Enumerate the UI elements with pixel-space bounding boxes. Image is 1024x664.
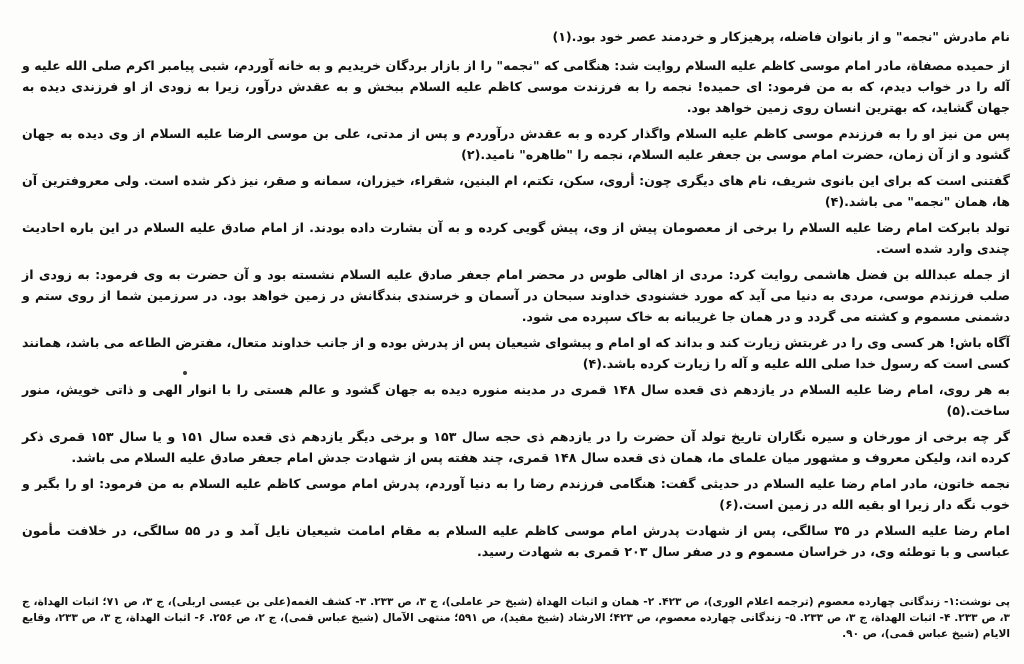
paragraph-hamideh-narration: از حمیده مصفاة، مادر امام موسی کاظم علیه السلام روایت شد: هنگامی که "نجمه" را از بازار بردگان خریدیم و به خانه آوردم، شبی پیامبر اکرم صلی الله علیه و آله را در خواب دیدم، که به من فرمود: ای حمیده! نجمه را به فرزندت موسی کاظم علیه السلام ببخش و به عقدش درآور، زیرا به زودی از او فرزندی دیده به جهان گشاید، که بهترین انسان روی زمین خواهد بود. — [22, 58, 1010, 115]
paragraph-marriage: پس من نیز او را به فرزندم موسی کاظم علیه السلام واگذار کرده و به عقدش درآوردم و پس از مدتی، علی بن موسی الرضا علیه السلام از وی دیده به جهان گشود و از آن زمان، حضرت امام موسی بن جعفر علیه السلام، نجمه را "طاهره" نامید.(۲) — [22, 126, 1010, 162]
paragraph-birth-foretold: تولد بابرکت امام رضا علیه السلام را برخی از معصومان پیش از وی، پیش گویی کرده و به آن بشارت داده بودند. از امام صادق علیه السلام در این باره احادیث چندی وارد شده است. — [22, 220, 1010, 256]
paragraph-mother-name: نام مادرش "نجمه" و از بانوان فاضله، پرهیزکار و خردمند عصر خود بود.(۱) — [552, 29, 1010, 44]
paragraph-pilgrimage: آگاه باش! هر کسی وی را در غربتش زیارت کند و بداند که او امام و پیشوای شیعیان پس از پدرش بوده و از جانب خداوند متعال، مفترض الطاعه می باشد، همانند کسی است که رسول خدا صلی الله علیه و آله را زیارت کرده باشد.(۴) — [22, 335, 1010, 371]
paragraph-date-variants: گر چه برخی از مورخان و سیره نگاران تاریخ تولد آن حضرت را در یازدهم ذی حجه سال ۱۵۳ و برخی دیگر یازدهم ذی قعده سال ۱۵۱ و یا سال ۱۵۳ قمری ذکر کرده اند، ولیکن معروف و مشهور میان علمای ما، همان ذی قعده سال ۱۴۸ قمری، چند هفته پس از شهادت جدش امام جعفر صادق علیه السلام می باشد. — [22, 429, 1010, 465]
paragraph-other-names: گفتنی است که برای این بانوی شریف، نام های دیگری چون: أروی، سکن، تکتم، ام البنین، شقراء، خیزران، سمانه و صقر، نیز ذکر شده است. ولی معروفترین آن ها، همان "نجمه" می باشد.(۴) — [22, 173, 1010, 209]
paragraph-imamate-martyrdom: امام رضا علیه السلام در ۳۵ سالگی، پس از شهادت پدرش امام موسی کاظم علیه السلام به مقام امامت شیعیان نایل آمد و در ۵۵ سالگی، در خلافت مأمون عباسی و با توطئه وی، در خراسان مسموم و در صفر سال ۲۰۳ قمری به شهادت رسید. — [22, 523, 1010, 559]
paragraph-najmeh-hadith: نجمه خاتون، مادر امام رضا علیه السلام در حدیثی گفت: هنگامی فرزندم رضا را به دنیا آوردم، پدرش امام موسی کاظم علیه السلام به من فرمود: او را بگیر و خوب نگه دار زیرا او بقیه الله در زمین است.(۶) — [22, 476, 1010, 512]
footnotes: پی نوشت:۱- زندگانی چهارده معصوم (ترجمه اعلام الوری)، ص ۴۲۳. ۲- همان و اثبات الهداة (شیخ حر عاملی)، ج ۳، ص ۲۳۳. ۳- کشف الغمه(علی بن عیسی اربلی)، ج ۳، ص ۷۱؛ اثبات الهداة، ج ۳، ص ۲۳۳. ۴- اثبات الهداة، ج ۳، ص ۲۳۳. ۵- زندگانی چهارده معصوم، ص ۴۲۳؛ الارشاد (شیخ مفید)، ص ۵۹۱؛ منتهی الآمال (شیخ عباس قمی)، ج ۲، ص ۲۵۶. ۶- اثبات الهداة، ج ۳، ص ۲۳۳، وقایع الایام (شیخ عباس قمی)، ص ۹۰. — [22, 596, 1011, 640]
paragraph-birth-date: به هر روی، امام رضا علیه السلام در یازدهم ذی قعده سال ۱۴۸ قمری در مدینه منوره دیده به جهان گشود و عالم هستی را با انوار الهی و ذاتی خویش، منور ساخت.(۵) — [22, 382, 1010, 418]
paragraph-abdullah-narration: از جمله عبدالله بن فضل هاشمی روایت کرد: مردی از اهالی طوس در محضر امام جعفر صادق علیه السلام نشسته بود و آن حضرت به وی فرمود: به زودی از صلب فرزندم موسی، مردی به دنیا می آید که مورد خشنودی خداوند سبحان در آسمان و خرسندی بندگانش در زمین خواهد بود. در سرزمین شما از روی ستم و دشمنی مسموم و کشته می گردد و در همان جا غریبانه به خاک سپرده می شود. — [22, 267, 1010, 324]
scan-speck — [183, 371, 187, 375]
